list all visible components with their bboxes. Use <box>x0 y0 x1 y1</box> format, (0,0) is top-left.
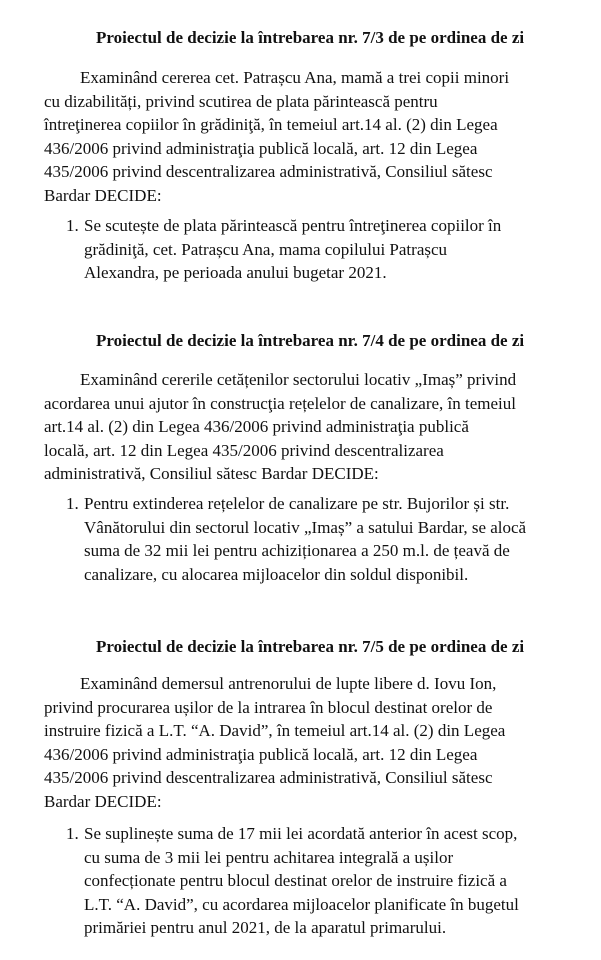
paragraph-line: 435/2006 privind descentralizarea administrativă, Consiliul sătesc <box>44 162 493 181</box>
item-line: grădiniţă, cet. Patrașcu Ana, mama copilului Patrașcu <box>84 239 448 259</box>
item-line: canalizare, cu alocarea mijloacelor din soldul disponibil. <box>84 564 469 584</box>
section-title-7-5: Proiectul de decizie la întrebarea nr. 7/5 de pe ordinea de zi <box>96 637 525 656</box>
item-number: 1. <box>66 824 79 843</box>
paragraph-line: instruire fizică a L.T. “A. David”, în temeiul art.14 al. (2) din Legea <box>44 721 506 740</box>
decision-item-7-5 <box>66 822 519 940</box>
paragraph-line: Examinând cererile cetățenilor sectorului locativ „Imaș” privind <box>80 370 517 389</box>
item-line: primăriei pentru anul 2021, de la aparatul primarului. <box>84 918 447 937</box>
item-line <box>66 822 519 846</box>
item-number: 1. <box>66 216 79 235</box>
paragraph-line: locală, art. 12 din Legea 435/2006 privind descentralizarea <box>44 440 444 460</box>
item-line <box>66 492 526 516</box>
paragraph-line: acordarea unui ajutor în construcţia rețelelor de canalizare, în temeiul <box>44 393 516 413</box>
item-line: L.T. “A. David”, cu acordarea mijloacelor planificate în bugetul <box>84 894 519 914</box>
paragraph-line: art.14 al. (2) din Legea 436/2006 privind administraţia publică <box>44 417 469 436</box>
item-line: Vânătorului din sectorul locativ „Imaș” a satului Bardar, se alocă <box>84 517 527 537</box>
section-title-7-3: Proiectul de decizie la întrebarea nr. 7/3 de pe ordinea de zi <box>96 28 525 47</box>
section-paragraph-7-5 <box>44 672 505 813</box>
item-text: Se suplinește suma de 17 mii lei acordată anterior în acest scop, <box>84 824 518 843</box>
item-text: Se scutește de plata părintească pentru întreţinerea copiilor în <box>84 216 502 235</box>
item-line <box>66 214 501 238</box>
item-line: suma de 32 mii lei pentru achiziționarea a 250 m.l. de țeavă de <box>84 541 510 560</box>
paragraph-line: administrativă, Consiliul sătesc Bardar DECIDE: <box>44 464 379 483</box>
paragraph-line: Examinând cererea cet. Patrașcu Ana, mamă a trei copii minori <box>80 68 510 87</box>
item-number: 1. <box>66 494 79 513</box>
item-line: confecționate pentru blocul destinat orelor de instruire fizică a <box>84 871 507 890</box>
paragraph-line: întreţinerea copiilor în grădiniţă, în temeiul art.14 al. (2) din Legea <box>44 115 498 134</box>
paragraph-line: cu dizabilități, privind scutirea de plata părintească pentru <box>44 91 438 111</box>
decision-item-7-3 <box>66 214 501 285</box>
paragraph-line: Bardar DECIDE: <box>44 185 162 205</box>
decision-item-7-4 <box>66 492 526 586</box>
paragraph-line: Examinând demersul antrenorului de lupte libere d. Iovu Ion, <box>80 674 497 693</box>
item-line: cu suma de 3 mii lei pentru achitarea integrală a ușilor <box>84 847 454 867</box>
item-line: Alexandra, pe perioada anului bugetar 2021. <box>84 263 387 282</box>
paragraph-line: 436/2006 privind administraţia publică locală, art. 12 din Legea <box>44 744 478 764</box>
section-paragraph-7-3 <box>44 66 509 207</box>
section-title-7-4: Proiectul de decizie la întrebarea nr. 7/4 de pe ordinea de zi <box>96 331 525 350</box>
paragraph-line: 435/2006 privind descentralizarea administrativă, Consiliul sătesc <box>44 768 493 787</box>
paragraph-line: Bardar DECIDE: <box>44 791 162 811</box>
section-paragraph-7-4 <box>44 368 516 486</box>
paragraph-line: privind procurarea ușilor de la intrarea în blocul destinat orelor de <box>44 697 493 717</box>
paragraph-line: 436/2006 privind administraţia publică locală, art. 12 din Legea <box>44 138 478 158</box>
item-text: Pentru extinderea rețelelor de canalizare pe str. Bujorilor și str. <box>84 494 510 513</box>
